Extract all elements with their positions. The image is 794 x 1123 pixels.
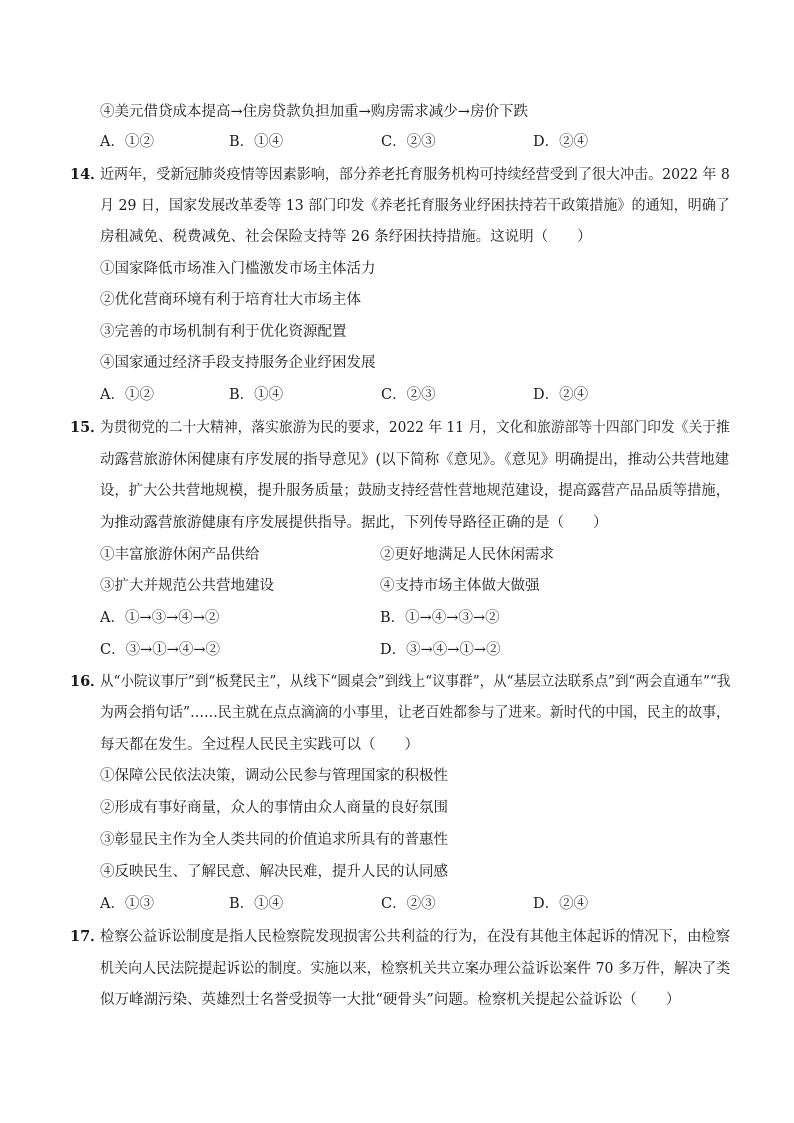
question-stem-line: 为推动露营旅游健康有序发展提供指导。据此，下列传导路径正确的是（ ） [100,515,608,531]
option-a: A．①③ [100,896,154,912]
q13-option-b: B．①④ [229,134,284,150]
question-stem-line: 为两会捎句话”……民主就在点点滴滴的小事里，让老百姓都参与了进来。新时代的中国，民主的故事， [100,705,730,721]
question-stem-line: 月 29 日，国家发展改革委等 13 部门印发《养老托育服务业纾困扶持若干政策措施》的通知，明确了 [100,198,730,214]
question-stem-line: 机关向人民法院提起诉讼的制度。实施以来，检察机关共立案办理公益诉讼案件 70 多万件，解决了类 [100,961,731,977]
statement: ①保障公民依法决策，调动公民参与管理国家的积极性 [100,768,448,784]
option-d: D．②④ [533,896,589,912]
statement: ①丰富旅游休闲产品供给 [100,547,260,563]
question-stem-line: 近两年，受新冠肺炎疫情等因素影响，部分养老托育服务机构可持续经营受到了很大冲击。2022 年 8 [100,167,730,183]
question-stem-line: 设，扩大公共营地规模，提升服务质量；鼓励支持经营性营地规范建设，提高露营产品品质等措施， [100,483,731,499]
statement: ②更好地满足人民休闲需求 [380,547,554,563]
question-stem-line: 似万峰湖污染、英雄烈士名誉受损等一大批“硬骨头”问题。检察机关提起公益诉讼（ ） [100,992,681,1008]
option-b: B．①④ [229,896,284,912]
option-c: C．②③ [381,387,436,403]
option-d: D．③→④→①→② [380,642,501,658]
statement: ④支持市场主体做大做强 [380,578,540,594]
question-stem-line: 每天都在发生。全过程人民民主实践可以（ ） [100,737,419,753]
option-b: B．①④ [229,387,284,403]
option-a: A．①→③→④→② [100,610,220,626]
question-stem-line: 检察公益诉讼制度是指人民检察院发现损害公共利益的行为，在没有其他主体起诉的情况下，由检察 [100,929,731,945]
q13-option-a: A．①② [100,134,154,150]
question-number: 17． [70,928,105,945]
statement: ③扩大并规范公共营地建设 [100,578,274,594]
q13-option-d: D．②④ [533,134,589,150]
statement: ③彰显民主作为全人类共同的价值追求所具有的普惠性 [100,832,448,848]
option-a: A．①② [100,387,154,403]
question-stem-line: 房租减免、税费减免、社会保险支持等 26 条纾困扶持措施。这说明（ ） [100,229,592,245]
question-stem-line: 从“小院议事厅”到“板凳民主”，从线下“圆桌会”到线上“议事群”，从“基层立法联系点”到“两会直通车”“我 [100,674,731,690]
q13-option-c: C．②③ [381,134,436,150]
statement: ②形成有事好商量，众人的事情由众人商量的良好氛围 [100,800,448,816]
question-number: 15． [70,419,105,436]
question-number: 14． [70,166,105,183]
statement: ④反映民生、了解民意、解决民难，提升人民的认同感 [100,864,448,880]
option-b: B．①→④→③→② [380,610,500,626]
q13-statement-4: ④美元借贷成本提高→住房贷款负担加重→购房需求减少→房价下跌 [100,104,528,120]
option-c: C．③→①→④→② [100,642,221,658]
statement: ②优化营商环境有利于培育壮大市场主体 [100,292,361,308]
statement: ③完善的市场机制有利于优化资源配置 [100,324,347,340]
question-stem-line: 动露营旅游休闲健康有序发展的指导意见》(以下简称《意见》。《意见》明确提出，推动公共营地建 [100,452,730,468]
option-d: D．②④ [533,387,589,403]
option-c: C．②③ [381,896,436,912]
question-stem-line: 为贯彻党的二十大精神，落实旅游为民的要求，2022 年 11 月，文化和旅游部等十四部门印发《关于推 [100,420,730,436]
statement: ①国家降低市场准入门槛激发市场主体活力 [100,261,376,277]
question-number: 16． [70,673,105,690]
statement: ④国家通过经济手段支持服务企业纾困发展 [100,355,376,371]
